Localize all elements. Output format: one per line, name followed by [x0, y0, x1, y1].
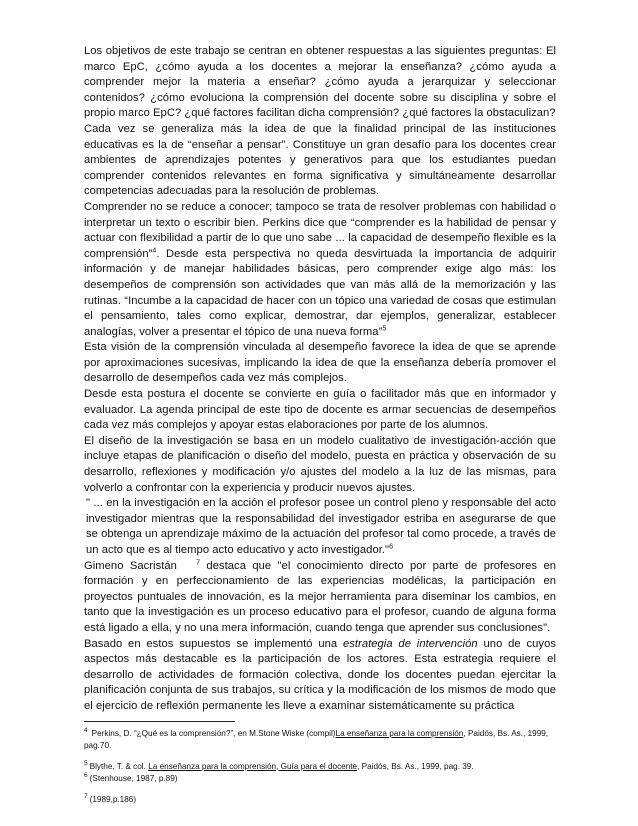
paragraph-intervention: Basado en estos supuestos se implementó una estrategia de intervención uno de cuyos aspectos más destacable es la participación de los actores. Esta estrategia requiere el desarrollo de actividades de formación colectiva, donde los docentes puedan ejercitar la planificación conjunta de sus trabajos, su crítica y la modificación de los mismos de modo que el ejercicio de reflexión permanente les lleve a examinar sistemáticamente su práctica	[84, 637, 556, 712]
footnote-7: $^7$ (1989,p.186)	[84, 792, 137, 804]
emphasized-term: estrategia de intervención	[342, 637, 478, 650]
paragraph-gimeno	[84, 559, 556, 637]
footnote-ref-5[interactable]: 5	[382, 324, 387, 332]
footnote-ref-7[interactable]: 7	[196, 558, 201, 566]
paragraph-text: Comprender no se reduce a conocer; tampoco se trata de resolver problemas con habilidad o interpretar un texto o escribir bien. Perkins dice que “comprender es la habilidad de pensar y actuar con flexibilidad a partir de lo que uno sabe ... la capacidad de desempeño flexible es la comprensión”	[84, 200, 556, 260]
footnote-ref-4[interactable]: 4	[152, 246, 157, 254]
footnote-4: $^4$ Perkins, D. “¿Qué es la comprensión?”, en M.Stone Wiske (compil)La enseñanza para la comprensión, Paidós, Bs. As., 1999, pag.70.	[84, 726, 549, 750]
paragraph-teach-to-think: Cada vez se generaliza más la idea de que la finalidad principal de las instituciones educativas es la de “enseñar a pensar”. Constituye un gran desafío para los docentes crear ambientes de aprendizajes potentes y generativos para que los estudiantes puedan comprender contenidos relevantes en forma significativa y simultáneamente desarrollar competencias adecuadas para la resolución de problemas.	[84, 122, 556, 198]
footnote-divider	[84, 721, 235, 722]
footnote-number: 6	[84, 771, 88, 779]
book-title: La enseñanza para la comprensión	[335, 728, 464, 738]
footnote-number: 5	[84, 759, 88, 767]
footnote-5: $^5$ Blythe, T. & col. La enseñanza para la comprensión, Guía para el docente, Paidós, Bs. As., 1999, pag. 39.	[84, 759, 474, 771]
footnote-number: 4	[84, 726, 88, 734]
document-page	[84, 44, 556, 806]
paragraph-performance: Esta visión de la comprensión vinculada al desempeño favorece la idea de que se aprende por aproximaciones sucesivas, implicando la idea de que la enseñanza debería promover el desarrollo de desempeños cada vez más complejos.	[84, 341, 556, 385]
paragraph-text: destaca que "el conocimiento directo por parte de profesores en formación y en perfeccionamiento de las experiencias modélicas, la participación en proyectos puntuales de innovación, es la mejor herramienta para diseminar los cambios, en tanto que la investigación es un proceso educativo para el profesor, cuando de alguna forma está ligado a ella, y no una mera información, cuando tenga que aprender sus conclusiones".	[84, 559, 556, 634]
footnote-6: $^6$ (Stenhouse, 1987, p.89)	[84, 771, 178, 783]
footnote-number: 7	[84, 792, 88, 800]
paragraph-text: . Desde esta perspectiva no queda desvirtuada la importancia de adquirir información y de manejar habilidades básicas, pero comprender exige algo más: los desempeños de comprensión son actividades que van más allá de la memorización y las rutinas. “Incumbe a la capacidad de hacer con un tópico una variedad de cosas que estimulan el pensamiento, tales como explicar, demostrar, dar ejemplos, generalizar, establecer analogías, volver a presentar el tópico de una nueva forma”	[84, 247, 556, 338]
document-body	[84, 44, 556, 715]
paragraph-objectives: Los objetivos de este trabajo se centran en obtener respuestas a las siguientes preguntas: El marco EpC, ¿cómo ayuda a los docentes a mejorar la enseñanza? ¿cómo ayuda a comprender mejor la materia a enseñar? ¿cómo ayuda a jerarquizar y seleccionar contenidos? ¿cómo evoluciona la comprensión del docente sobre su disciplina y sobre el propio marco EpC? ¿qué factores facilitan dicha comprensión? ¿qué factores la obstaculizan?	[84, 45, 556, 120]
paragraph-research-design: El diseño de la investigación se basa en un modelo cualitativo de investigación-acción que incluye etapas de planificación o diseño del modelo, puesta en práctica y observación de su desarrollo, reflexiones y modificación y/o ajustes del modelo a la luz de las mismas, para volverlo a confrontar con la experiencia y producir nuevos ajustes.	[84, 434, 556, 494]
paragraph-teacher-role: Desde esta postura el docente se convierte en guía o facilitador más que en informador y evaluador. La agenda principal de este tipo de docente es armar secuencias de desempeños cada vez más complejos y apoyar estas elaboraciones por parte de los alumnos.	[84, 388, 556, 432]
footnote-ref-6[interactable]: 6	[389, 543, 394, 551]
paragraph-understanding	[84, 200, 556, 340]
footnotes	[84, 728, 556, 806]
paragraph-action-research-quote: " ... en la investigación en la acción el profesor posee un control pleno y responsable del acto investigador mientras que la responsabilidad del investigador estriba en asegurarse de que se obtenga un aprendizaje máximo de la actuación del profesor tal como procede, a través de un acto que es al tiempo acto educativo y acto investigador."$^6$	[86, 497, 556, 556]
author-name: Gimeno Sacristán	[84, 559, 177, 572]
book-title: La enseñanza para la comprensión, Guía para el docente	[148, 761, 358, 771]
